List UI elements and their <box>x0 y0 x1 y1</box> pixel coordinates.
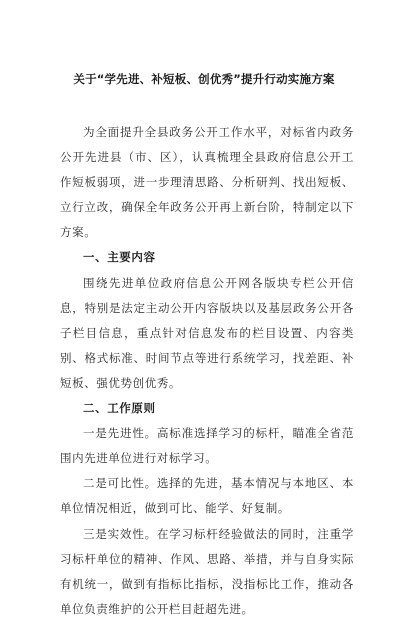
section-heading-main-content: 一、主要内容 <box>83 250 156 265</box>
main-content-paragraph: 围绕先进单位政府信息公开网各版块专栏公开信息，特别是法定主动公开内容版块以及基层政务公开各子栏目信息，重点针对信息发布的栏目设置、内容类别、格式标准、时间节点等进行系统学习，找差距、补短板、强优势创优秀。 <box>60 275 354 390</box>
section-heading-principles: 二、工作原则 <box>83 401 156 416</box>
principle-effective-paragraph: 三是实效性。在学习标杆经验做法的同时，注重学习标杆单位的精神、作风、思路、举措，并与自身实际有机统一，做到有指标比指标，没指标比工作，推动各单位负责维护的公开栏目赶超先进。 <box>60 526 354 616</box>
principle-advanced-paragraph: 一是先进性。高标准选择学习的标杆，瞄准全省范围内先进单位进行对标学习。 <box>60 426 354 466</box>
document-body <box>60 120 354 622</box>
principle-comparable-paragraph: 二是可比性。选择的先进，基本情况与本地区、本单位情况相近，做到可比、能学、好复制。 <box>60 476 354 516</box>
intro-paragraph: 为全面提升全县政务公开工作水平，对标省内政务公开先进县（市、区），认真梳理全县政府信息公开工作短板弱项，进一步理清思路、分析研判、找出短板、立行立改，确保全年政务公开再上新台阶，特制定以下方案。 <box>60 125 354 240</box>
document-title: 关于“学先进、补短板、创优秀”提升行动实施方案 <box>73 72 335 86</box>
